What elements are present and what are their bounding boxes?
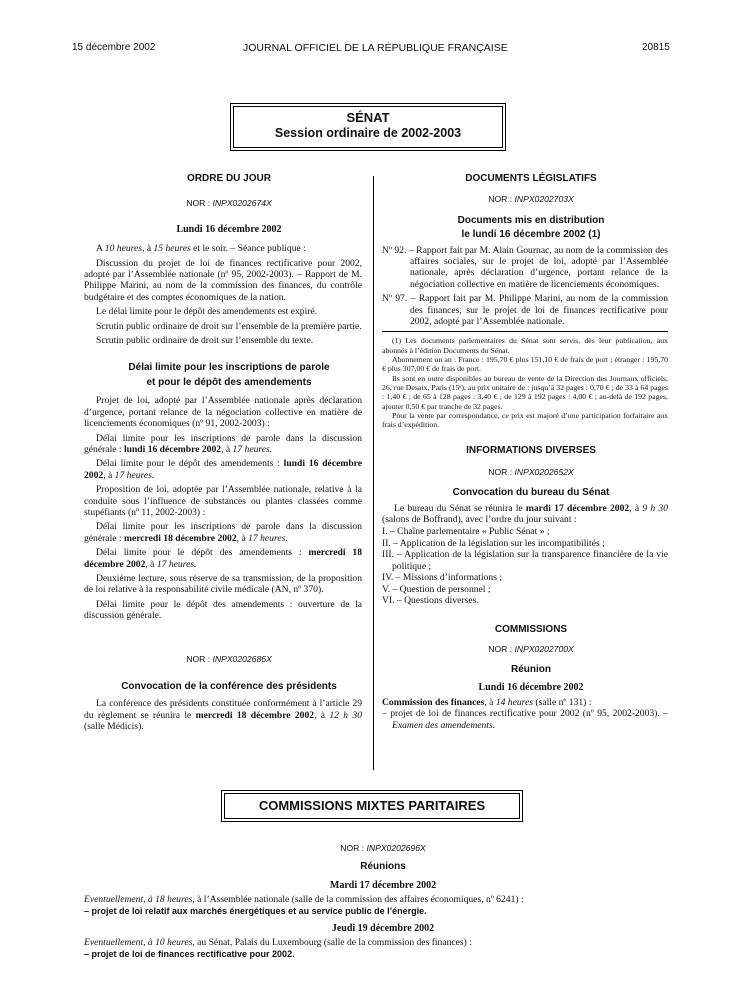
cmp-date-1: Mardi 17 décembre 2002 xyxy=(329,879,437,891)
nor-reference: NOR : INPX0202674X xyxy=(186,198,272,209)
discussion-paragraph: Discussion du projet de loi de finances rectificative pour 2002, adopté par l’Assemblée nationale (nº 95, 2002-2003). – Rapport de M. Philippe Marini, au nom de la commission des finances, du contrôle budgétaire et des comptes économiques de la nation. xyxy=(84,257,362,303)
nor-reference: NOR : INPX0202700X xyxy=(488,643,574,654)
paragraph: Délai limite pour les inscriptions de parole dans la discussion générale : mercredi 18 décembre 2002, à 17 heures. xyxy=(84,521,362,544)
cmp-item: – projet de loi relatif aux marchés énergétiques et au service public de l’énergie. xyxy=(84,905,427,916)
banner-subtitle: Session ordinaire de 2002-2003 xyxy=(274,126,462,140)
footnote-text: Abonnement un an : France : 195,70 € plus 151,10 € de frais de port ; étranger : 195,70 € plus 307,00 € de frais de port. xyxy=(382,355,668,374)
delai-heading-2: et pour le dépôt des amendements xyxy=(146,376,312,388)
senat-banner xyxy=(233,106,503,148)
document-item-97: Nº 97. – Rapport fait par M. Philippe Marini, au nom de la commission des finances, sur le projet de loi de finances rectificative pour 2002, adopté par l’Assemblée nationale. xyxy=(382,293,668,328)
header-page-number: 20815 xyxy=(642,42,670,53)
agenda-item: I. – Chaîne parlementaire « Public Sénat » ; xyxy=(382,526,550,538)
paragraph: Délai limite pour les inscriptions de parole dans la discussion générale : lundi 16 décembre 2002, à 17 heures. xyxy=(84,432,362,455)
commissions-heading: COMMISSIONS xyxy=(494,624,568,636)
document-item-92: Nº 92. – Rapport fait par M. Alain Gournac, au nom de la commission des affaires sociales, sur le projet de loi, adopté par l’Assemblée nationale, après déclaration d’urgence, portant relance de la négociation collective en matière de licenciements économiques. xyxy=(382,244,668,290)
seance-paragraph: A 10 heures, à 15 heures et le soir. – Séance publique : xyxy=(96,243,306,255)
paragraph: Délai limite pour le dépôt des amendements : lundi 16 décembre 2002, à 17 heures. xyxy=(84,458,363,481)
conference-paragraph: La conférence des présidents constituée conformément à l’article 29 du règlement se réunira le mercredi 18 décembre 2002, à 12 h 30 (salle Médicis). xyxy=(84,698,362,733)
ordre-du-jour-heading: ORDRE DU JOUR xyxy=(187,173,271,184)
footnote-text: (1) Les documents parlementaires du Sénat sont servis, dès leur publication, aux abonnés à l’édition Documents du Sénat. xyxy=(382,336,668,355)
paragraph: Scrutin public ordinaire de droit sur l’ensemble de la première partie. xyxy=(96,320,362,332)
cmp-date-2: Jeudi 19 décembre 2002 xyxy=(331,923,435,935)
commission-date: Lundi 16 décembre 2002 xyxy=(478,681,584,693)
bureau-heading: Convocation du bureau du Sénat xyxy=(452,487,610,499)
cmp-item: – projet de loi de finances rectificative pour 2002. xyxy=(84,948,295,959)
session-date: Lundi 16 décembre 2002 xyxy=(176,223,282,235)
bureau-paragraph: Le bureau du Sénat se réunira le mardi 17 décembre 2002, à 9 h 30 (salons de Boffrand), avec l’ordre du jour suivant : xyxy=(382,502,669,526)
cmp-entry: Eventuellement, à 18 heures, à l’Assemblée nationale (salle de la commission des affaires économiques, nº 6241) : xyxy=(84,894,524,906)
right-column xyxy=(382,173,668,734)
reunions-heading: Réunions xyxy=(360,861,406,873)
nor-reference: NOR : INPX0202686X xyxy=(186,653,272,664)
reunion-heading: Réunion xyxy=(511,664,551,676)
left-column xyxy=(84,173,362,736)
cmp-entry: Eventuellement, à 10 heures, au Sénat, Palais du Luxembourg (salle de la commission des finances) : xyxy=(84,937,472,949)
paragraph: Le délai limite pour le dépôt des amendements est expiré. xyxy=(96,306,318,318)
nor-reference: NOR : INPX0202652X xyxy=(488,466,574,477)
agenda-item: IV. – Missions d’informations ; xyxy=(382,572,503,584)
agenda-item: V. – Question de personnel ; xyxy=(382,583,491,595)
delai-heading-1: Délai limite pour les inscriptions de parole xyxy=(128,362,330,374)
commission-finances: Commission des finances, à 14 heures (salle nº 131) : xyxy=(382,696,592,708)
agenda-item: VI. – Questions diverses. xyxy=(382,594,479,606)
documents-legislatifs-heading: DOCUMENTS LÉGISLATIFS xyxy=(465,173,597,184)
footnote xyxy=(382,331,668,429)
paragraph: Délai limite pour le dépôt des amendements : mercredi 18 décembre 2002, à 17 heures. xyxy=(84,547,362,570)
nor-reference: NOR : INPX0202703X xyxy=(488,194,574,205)
informations-diverses-heading: INFORMATIONS DIVERSES xyxy=(466,445,596,457)
documents-subheading-1: Documents mis en distribution xyxy=(457,214,605,226)
documents-subheading-2: le lundi 16 décembre 2002 (1) xyxy=(461,229,601,241)
footnote-text: Pour la vente par correspondance, ce prix est majoré d’une participation forfaitaire aux frais d’expédition. xyxy=(382,410,668,430)
footnote-text: Ils sont en outre disponibles au bureau de vente de la Direction des Journaux officiels, 26, rue Desaix, Paris (15ᵉ), au prix unitaire de : jusqu’à 32 pages : 0,70 € ; de 33 à 64 pages : 1,40 € ; de 65 à 128 pages : 3,40 € ; de 129 à 192 pages : 4,00 € ; au-delà de 192 pages, ajouter 0,50 € par tranche de 32 pages. xyxy=(382,373,668,411)
paragraph: Proposition de loi, adoptée par l’Assemblée nationale, relative à la conduite sous l’influence de substances ou plantes classées comme stupéfiants (nº 11, 2002-2003) : xyxy=(84,484,362,518)
conference-heading: Convocation de la conférence des présidents xyxy=(121,681,337,692)
agenda-item: II. – Application de la législation sur les incompatibilités ; xyxy=(382,537,605,549)
commission-item: – projet de loi de finances rectificative pour 2002 (nº 95, 2002-2003). – Examen des amendements. xyxy=(382,708,668,731)
cmp-section xyxy=(84,843,670,960)
paragraph: Deuxième lecture, sous réserve de sa transmission, de la proposition de loi relative à la responsabilité civile médicale (AN, nº 370). xyxy=(84,572,362,596)
banner-title: SÉNAT xyxy=(346,110,390,125)
header-title: JOURNAL OFFICIEL DE LA RÉPUBLIQUE FRANÇAISE xyxy=(243,42,508,54)
agenda-item: III. – Application de la législation sur la transparence financière de la vie politique ; xyxy=(382,549,668,572)
paragraph: Délai limite pour le dépôt des amendements : ouverture de la discussion générale. xyxy=(84,598,362,622)
nor-reference: NOR : INPX0202696X xyxy=(340,843,426,853)
header-date: 15 décembre 2002 xyxy=(72,42,156,53)
cmp-banner: COMMISSIONS MIXTES PARITAIRES xyxy=(224,793,520,819)
paragraph: Scrutin public ordinaire de droit sur l’ensemble du texte. xyxy=(96,335,314,347)
column-divider xyxy=(373,176,374,770)
paragraph: Projet de loi, adopté par l’Assemblée nationale après déclaration d’urgence, portant relance de la négociation collective en matière de licenciements économiques (nº 91, 2002-2003) : xyxy=(84,395,362,430)
